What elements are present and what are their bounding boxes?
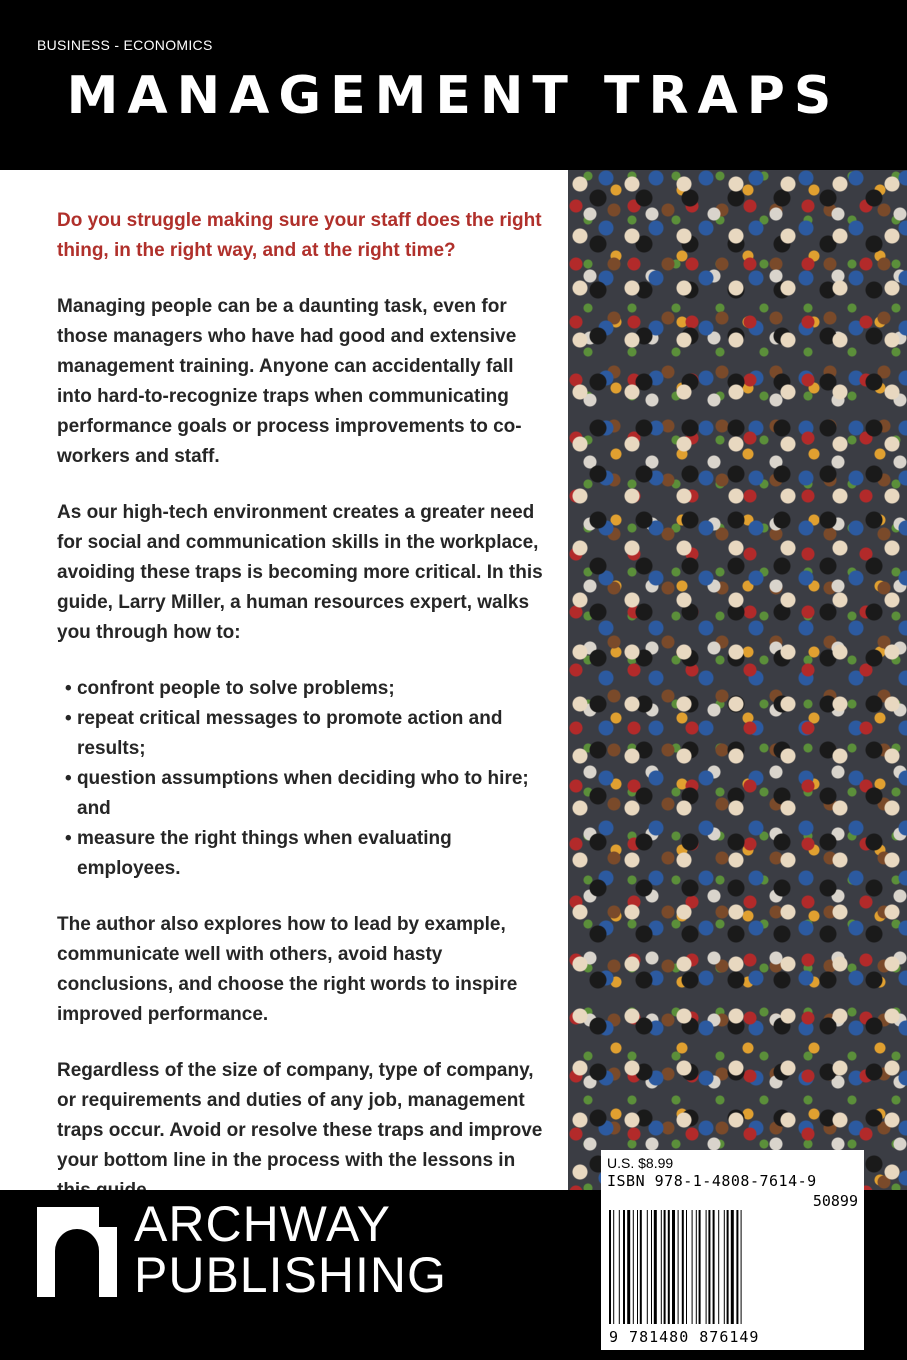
barcode-bar bbox=[637, 1210, 638, 1324]
barcode-bar bbox=[619, 1210, 620, 1324]
barcode-bar bbox=[661, 1210, 662, 1324]
barcode-bar bbox=[668, 1210, 670, 1324]
blurb-panel bbox=[0, 170, 568, 1190]
barcode-bar bbox=[672, 1210, 675, 1324]
category-label: BUSINESS - ECONOMICS bbox=[37, 37, 213, 53]
barcode-bar bbox=[741, 1210, 742, 1324]
list-item: • measure the right things when evaluating employees. bbox=[65, 824, 552, 884]
barcode-bar bbox=[664, 1210, 666, 1324]
barcode-bar bbox=[682, 1210, 684, 1324]
barcode-bar bbox=[724, 1210, 725, 1324]
barcode-bar bbox=[708, 1210, 710, 1324]
barcode-bar bbox=[647, 1210, 648, 1324]
barcode-bar bbox=[692, 1210, 693, 1324]
barcode-bars bbox=[607, 1210, 857, 1328]
book-title: MANAGEMENT TRAPS bbox=[66, 66, 841, 126]
barcode-bar bbox=[696, 1210, 697, 1324]
list-item: • question assumptions when deciding who to hire; and bbox=[65, 764, 552, 824]
list-item: • repeat critical messages to promote action and results; bbox=[65, 704, 552, 764]
crowd-photo bbox=[568, 170, 907, 1190]
barcode-bar bbox=[627, 1210, 630, 1324]
barcode-bar bbox=[686, 1210, 687, 1324]
barcode-bar bbox=[736, 1210, 738, 1324]
archway-logo-icon bbox=[37, 1207, 117, 1297]
lead-question: Do you struggle making sure your staff does the right thing, in the right way, and at the right time? bbox=[57, 210, 542, 261]
bullet-list bbox=[65, 674, 552, 884]
barcode-bar bbox=[654, 1210, 657, 1324]
barcode-bar bbox=[731, 1210, 734, 1324]
paragraph-3: The author also explores how to lead by example, communicate well with others, avoid hasty conclusions, and choose the right words to inspire improved performance. bbox=[57, 914, 518, 1025]
barcode-bar bbox=[613, 1210, 614, 1324]
paragraph-4: Regardless of the size of company, type of company, or requirements and duties of any job, management traps occur. Avoid or resolve these traps and improve your bottom line in the process with the lessons in bbox=[57, 1060, 543, 1171]
barcode-bar bbox=[718, 1210, 719, 1324]
barcode-digits: 9 781480 876149 bbox=[609, 1328, 760, 1346]
barcode-bar bbox=[633, 1210, 634, 1324]
publisher-name-line2: PUBLISHING bbox=[134, 1247, 447, 1303]
paragraph-2: As our high-tech environment creates a greater need for social and communication skills in the workplace, avoiding these traps is becoming more critical. In this guide, Larry Miller, a human resources expert, walks you through how to: bbox=[57, 502, 543, 643]
isbn-label: ISBN 978-1-4808-7614-9 bbox=[607, 1172, 817, 1190]
paragraph-1: Managing people can be a daunting task, even for those managers who have had good and extensive management training. Anyone can accidentally fall into hard-to-recognize traps when communicating performance goals or process improvements to co-workers and staff. bbox=[57, 296, 522, 467]
barcode-bar bbox=[651, 1210, 652, 1324]
list-item: • confront people to solve problems; bbox=[65, 674, 552, 704]
barcode-block bbox=[601, 1150, 864, 1350]
price-code: 50899 bbox=[812, 1192, 858, 1210]
barcode-bar bbox=[699, 1210, 701, 1324]
barcode-bar bbox=[640, 1210, 642, 1324]
barcode-bar bbox=[713, 1210, 715, 1324]
barcode-bar bbox=[609, 1210, 611, 1324]
barcode-bar bbox=[706, 1210, 707, 1324]
price-label: U.S. $8.99 bbox=[607, 1155, 674, 1171]
barcode-bar bbox=[623, 1210, 625, 1324]
barcode-bar bbox=[678, 1210, 679, 1324]
barcode-bar bbox=[727, 1210, 729, 1324]
publisher-name-line1: ARCHWAY bbox=[134, 1196, 391, 1252]
